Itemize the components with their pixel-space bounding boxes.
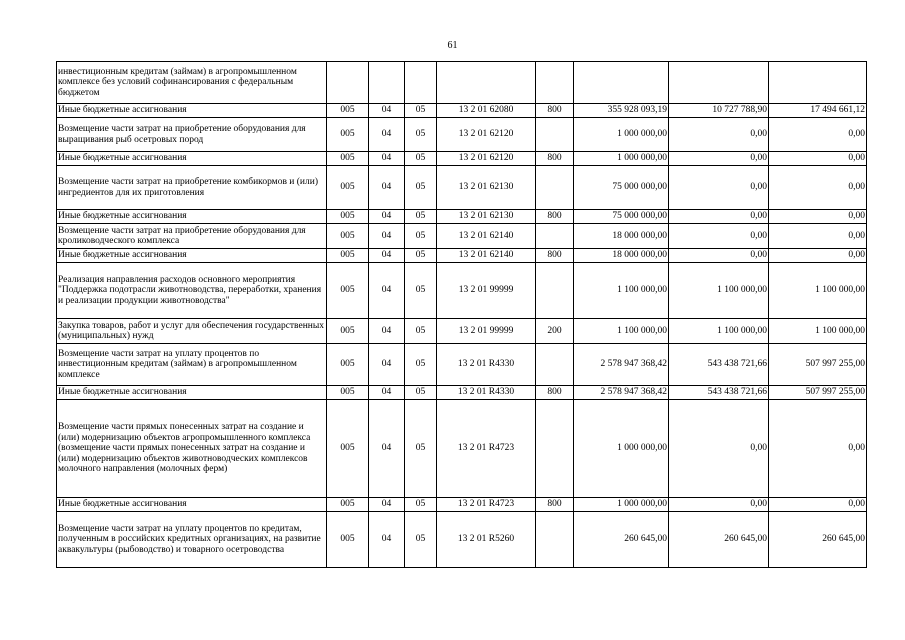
section-code-cell: 04 [369, 152, 405, 166]
ministry-code-cell: 005 [327, 263, 369, 319]
ministry-code-cell: 005 [327, 319, 369, 344]
amount-year2-cell: 0,00 [669, 210, 769, 224]
table-row [57, 118, 867, 152]
amount-year1-cell: 1 000 000,00 [574, 400, 669, 498]
amount-year2-cell: 543 438 721,66 [669, 344, 769, 386]
amount-year1-cell: 1 100 000,00 [574, 263, 669, 319]
section-code-cell: 04 [369, 498, 405, 512]
target-article-cell: 13 2 01 62120 [437, 118, 536, 152]
expense-type-cell: 800 [536, 498, 574, 512]
expense-description-cell: Иные бюджетные ассигнования [57, 249, 327, 263]
expense-description-cell: Иные бюджетные ассигнования [57, 498, 327, 512]
page-number: 61 [447, 40, 458, 51]
subsection-code-cell [405, 62, 437, 104]
subsection-code-cell: 05 [405, 104, 437, 118]
subsection-code-cell: 05 [405, 319, 437, 344]
ministry-code-cell: 005 [327, 249, 369, 263]
table-row [57, 152, 867, 166]
amount-year1-cell: 260 645,00 [574, 512, 669, 568]
expense-type-cell [536, 224, 574, 249]
expense-description-cell: Иные бюджетные ассигнования [57, 104, 327, 118]
expense-description-cell: Иные бюджетные ассигнования [57, 386, 327, 400]
amount-year1-cell: 1 000 000,00 [574, 152, 669, 166]
ministry-code-cell: 005 [327, 152, 369, 166]
expense-type-cell [536, 512, 574, 568]
amount-year1-cell: 75 000 000,00 [574, 166, 669, 210]
amount-year2-cell: 260 645,00 [669, 512, 769, 568]
section-code-cell: 04 [369, 512, 405, 568]
amount-year3-cell: 0,00 [769, 249, 867, 263]
expense-type-cell: 800 [536, 386, 574, 400]
amount-year1-cell: 18 000 000,00 [574, 249, 669, 263]
table-row [57, 498, 867, 512]
table-row [57, 104, 867, 118]
expense-description-cell: Возмещение части затрат на приобретение оборудования для выращивания рыб осетровых пород [57, 118, 327, 152]
target-article-cell: 13 2 01 R5260 [437, 512, 536, 568]
section-code-cell: 04 [369, 224, 405, 249]
table-body [57, 62, 867, 568]
expense-type-cell: 800 [536, 249, 574, 263]
table-row [57, 263, 867, 319]
table-row [57, 210, 867, 224]
amount-year2-cell: 543 438 721,66 [669, 386, 769, 400]
ministry-code-cell: 005 [327, 224, 369, 249]
subsection-code-cell: 05 [405, 386, 437, 400]
amount-year2-cell: 1 100 000,00 [669, 263, 769, 319]
ministry-code-cell [327, 62, 369, 104]
expense-type-cell [536, 166, 574, 210]
amount-year2-cell: 0,00 [669, 400, 769, 498]
amount-year2-cell: 0,00 [669, 118, 769, 152]
subsection-code-cell: 05 [405, 249, 437, 263]
target-article-cell: 13 2 01 62130 [437, 166, 536, 210]
table-row [57, 224, 867, 249]
amount-year2-cell: 0,00 [669, 224, 769, 249]
target-article-cell: 13 2 01 62130 [437, 210, 536, 224]
expense-type-cell [536, 263, 574, 319]
amount-year2-cell: 0,00 [669, 166, 769, 210]
amount-year3-cell: 0,00 [769, 152, 867, 166]
target-article-cell: 13 2 01 R4330 [437, 344, 536, 386]
expense-type-cell [536, 118, 574, 152]
section-code-cell: 04 [369, 400, 405, 498]
amount-year1-cell: 355 928 093,19 [574, 104, 669, 118]
target-article-cell: 13 2 01 62140 [437, 249, 536, 263]
amount-year2-cell: 0,00 [669, 498, 769, 512]
ministry-code-cell: 005 [327, 210, 369, 224]
target-article-cell: 13 2 01 99999 [437, 319, 536, 344]
amount-year1-cell: 18 000 000,00 [574, 224, 669, 249]
amount-year1-cell: 1 000 000,00 [574, 498, 669, 512]
target-article-cell: 13 2 01 99999 [437, 263, 536, 319]
amount-year1-cell: 2 578 947 368,42 [574, 386, 669, 400]
expense-type-cell [536, 62, 574, 104]
section-code-cell: 04 [369, 249, 405, 263]
target-article-cell: 13 2 01 62080 [437, 104, 536, 118]
section-code-cell [369, 62, 405, 104]
expense-type-cell: 800 [536, 152, 574, 166]
expense-description-cell: Возмещение части затрат на приобретение комбикормов и (или) ингредиентов для их приготовления [57, 166, 327, 210]
expense-description-cell: Реализация направления расходов основного мероприятия "Поддержка подотрасли животноводства, переработки, хранения и реализации продукции животноводства" [57, 263, 327, 319]
amount-year3-cell: 0,00 [769, 224, 867, 249]
amount-year3-cell [769, 62, 867, 104]
expense-description-cell: Возмещение части затрат на уплату процентов по кредитам, полученным в российских кредитных организациях, на развитие аквакультуры (рыбоводство) и товарного осетроводства [57, 512, 327, 568]
ministry-code-cell: 005 [327, 512, 369, 568]
ministry-code-cell: 005 [327, 344, 369, 386]
subsection-code-cell: 05 [405, 118, 437, 152]
table-row [57, 249, 867, 263]
amount-year1-cell: 1 000 000,00 [574, 118, 669, 152]
budget-table [56, 61, 867, 568]
section-code-cell: 04 [369, 344, 405, 386]
amount-year3-cell: 507 997 255,00 [769, 344, 867, 386]
amount-year3-cell: 0,00 [769, 166, 867, 210]
amount-year3-cell: 1 100 000,00 [769, 263, 867, 319]
section-code-cell: 04 [369, 263, 405, 319]
amount-year2-cell [669, 62, 769, 104]
amount-year3-cell: 507 997 255,00 [769, 386, 867, 400]
subsection-code-cell: 05 [405, 224, 437, 249]
target-article-cell [437, 62, 536, 104]
amount-year3-cell: 0,00 [769, 210, 867, 224]
table-row [57, 386, 867, 400]
target-article-cell: 13 2 01 R4723 [437, 400, 536, 498]
amount-year2-cell: 0,00 [669, 249, 769, 263]
ministry-code-cell: 005 [327, 104, 369, 118]
subsection-code-cell: 05 [405, 152, 437, 166]
subsection-code-cell: 05 [405, 344, 437, 386]
amount-year3-cell: 1 100 000,00 [769, 319, 867, 344]
expense-type-cell: 200 [536, 319, 574, 344]
expense-type-cell [536, 344, 574, 386]
expense-description-cell: Возмещение части прямых понесенных затрат на создание и (или) модернизацию объектов агропромышленного комплекса (возмещение части прямых понесенных затрат на создание и (или) модернизацию объектов животноводческих комплексов молочного направления (молочных ферм) [57, 400, 327, 498]
target-article-cell: 13 2 01 R4723 [437, 498, 536, 512]
amount-year3-cell: 260 645,00 [769, 512, 867, 568]
amount-year1-cell [574, 62, 669, 104]
section-code-cell: 04 [369, 104, 405, 118]
target-article-cell: 13 2 01 62120 [437, 152, 536, 166]
expense-description-cell: инвестиционным кредитам (займам) в агропромышленном комплексе без условий софинансирования с федеральным бюджетом [57, 62, 327, 104]
section-code-cell: 04 [369, 166, 405, 210]
expense-type-cell: 800 [536, 210, 574, 224]
amount-year2-cell: 0,00 [669, 152, 769, 166]
amount-year2-cell: 1 100 000,00 [669, 319, 769, 344]
ministry-code-cell: 005 [327, 400, 369, 498]
subsection-code-cell: 05 [405, 210, 437, 224]
expense-description-cell: Возмещение части затрат на уплату процентов по инвестиционным кредитам (займам) в агропромышленном комплексе [57, 344, 327, 386]
amount-year1-cell: 1 100 000,00 [574, 319, 669, 344]
expense-description-cell: Возмещение части затрат на приобретение оборудования для кролиководческого комплекса [57, 224, 327, 249]
section-code-cell: 04 [369, 319, 405, 344]
expense-description-cell: Иные бюджетные ассигнования [57, 210, 327, 224]
ministry-code-cell: 005 [327, 386, 369, 400]
ministry-code-cell: 005 [327, 166, 369, 210]
target-article-cell: 13 2 01 R4330 [437, 386, 536, 400]
table-row [57, 400, 867, 498]
ministry-code-cell: 005 [327, 498, 369, 512]
amount-year1-cell: 75 000 000,00 [574, 210, 669, 224]
amount-year3-cell: 0,00 [769, 400, 867, 498]
ministry-code-cell: 005 [327, 118, 369, 152]
subsection-code-cell: 05 [405, 263, 437, 319]
subsection-code-cell: 05 [405, 512, 437, 568]
expense-description-cell: Закупка товаров, работ и услуг для обеспечения государственных (муниципальных) нужд [57, 319, 327, 344]
subsection-code-cell: 05 [405, 498, 437, 512]
table-row [57, 344, 867, 386]
subsection-code-cell: 05 [405, 166, 437, 210]
section-code-cell: 04 [369, 386, 405, 400]
table-row [57, 166, 867, 210]
section-code-cell: 04 [369, 118, 405, 152]
amount-year2-cell: 10 727 788,90 [669, 104, 769, 118]
amount-year3-cell: 0,00 [769, 498, 867, 512]
expense-type-cell [536, 400, 574, 498]
amount-year1-cell: 2 578 947 368,42 [574, 344, 669, 386]
table-row [57, 319, 867, 344]
amount-year3-cell: 0,00 [769, 118, 867, 152]
table-row [57, 512, 867, 568]
expense-type-cell: 800 [536, 104, 574, 118]
section-code-cell: 04 [369, 210, 405, 224]
target-article-cell: 13 2 01 62140 [437, 224, 536, 249]
subsection-code-cell: 05 [405, 400, 437, 498]
expense-description-cell: Иные бюджетные ассигнования [57, 152, 327, 166]
amount-year3-cell: 17 494 661,12 [769, 104, 867, 118]
table-row [57, 62, 867, 104]
